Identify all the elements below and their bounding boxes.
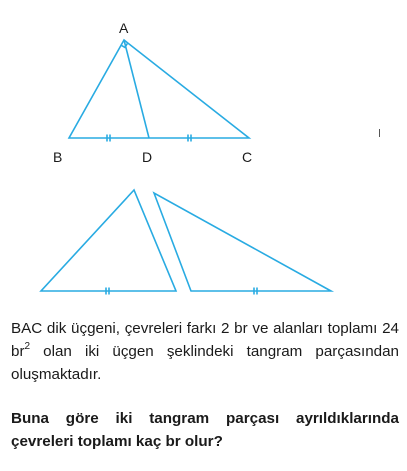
point-label-a: A [119, 20, 129, 36]
point-label-c: C [242, 149, 253, 165]
question-text [11, 317, 399, 386]
question-part-1: BAC dik üçgeni, çevreleri farkı 2 br ve alanları toplamı 24 br [11, 320, 399, 360]
question-part-2: olan iki üçgen şeklindeki tangram parçasından oluşmaktadır. [11, 343, 399, 383]
piece-right-triangle [154, 193, 331, 291]
point-label-b: B [53, 149, 63, 165]
question-prompt: Buna göre iki tangram parçası ayrıldıklarında çevreleri toplamı kaç br olur? [11, 410, 399, 450]
triangle-bac [69, 40, 249, 138]
question-exponent: 2 [24, 340, 31, 352]
point-label-d: D [142, 149, 153, 165]
segment-ad [124, 40, 149, 138]
stray-mark [379, 129, 380, 137]
piece-left-triangle [41, 190, 176, 291]
